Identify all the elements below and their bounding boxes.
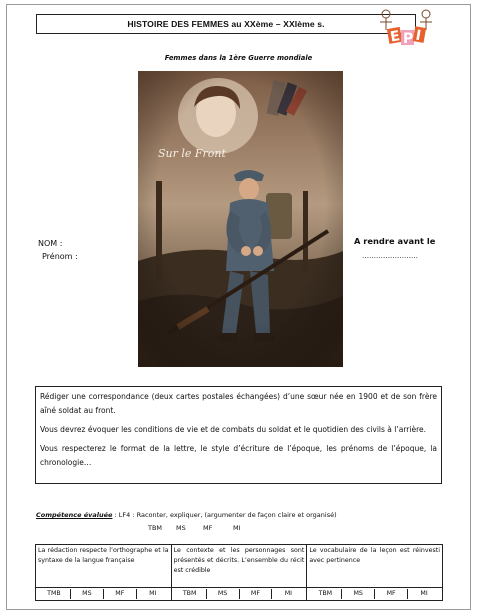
evaluation-grid	[35, 544, 443, 601]
level-checkbox[interactable]: MI	[420, 590, 428, 597]
level-cell-group	[307, 588, 443, 601]
svg-text:I: I	[414, 27, 423, 45]
document-subtitle: Femmes dans la 1ère Guerre mondiale	[164, 54, 313, 62]
criterion-cell: La rédaction respecte l’orthographe et la syntaxe de la langue française	[36, 545, 172, 588]
level-label: MF	[203, 524, 213, 532]
level-checkbox[interactable]: TMB	[38, 589, 71, 599]
competence-text: : LF4 : Raconter, expliquer, (argumenter de façon claire et organisé)	[114, 511, 337, 519]
level-checkbox[interactable]: MS	[207, 589, 240, 599]
competence-label: Compétence évaluée	[36, 511, 113, 519]
svg-text:E: E	[389, 28, 402, 46]
assignment-paragraph: Rédiger une correspondance (deux cartes postales échangées) d’une sœur née en 1900 et de son frère aîné soldat au front.	[40, 392, 437, 415]
level-checkbox[interactable]: MS	[71, 589, 104, 599]
nom-label: NOM :	[38, 239, 63, 248]
level-checkbox[interactable]: MF	[104, 589, 137, 599]
level-checkbox[interactable]: MS	[342, 589, 375, 599]
prenom-label: Prénom :	[42, 252, 78, 261]
level-cell-group	[171, 588, 307, 601]
level-checkbox[interactable]: MF	[240, 589, 273, 599]
level-label: MI	[233, 524, 241, 532]
postcard-image	[138, 71, 343, 367]
level-checkbox[interactable]: MF	[375, 589, 408, 599]
level-checkbox[interactable]: MI	[149, 590, 157, 597]
competence-line	[36, 511, 337, 519]
assignment-paragraph: Vous respecterez le format de la lettre, le style d’écriture de l’époque, les prénoms de l’époque, la chronologie…	[40, 444, 437, 467]
assignment-box	[35, 386, 442, 484]
page-title: HISTOIRE DES FEMMES au XXème – XXIème s.	[36, 14, 416, 34]
level-checkbox[interactable]: TBM	[174, 589, 207, 599]
level-checkbox[interactable]: TBM	[309, 589, 342, 599]
svg-text:P: P	[403, 31, 414, 47]
level-checkbox[interactable]: MI	[284, 590, 293, 597]
level-label: TBM	[148, 524, 163, 532]
criterion-cell: Le contexte et les personnages sont présentés et décrits. L’ensemble du récit est crédible	[171, 545, 307, 588]
level-label: MS	[176, 524, 186, 532]
level-cell-group	[36, 588, 172, 601]
epi-logo	[376, 6, 438, 52]
deadline-label: A rendre avant le	[354, 236, 436, 246]
deadline-value[interactable]: ……………………	[362, 252, 418, 260]
assignment-paragraph: Vous devrez évoquer les conditions de vie et de combats du soldat et le quotidien des civils à l’arrière.	[40, 425, 426, 434]
criterion-cell: Le vocabulaire de la leçon est réinvesti avec pertinence	[307, 545, 443, 588]
